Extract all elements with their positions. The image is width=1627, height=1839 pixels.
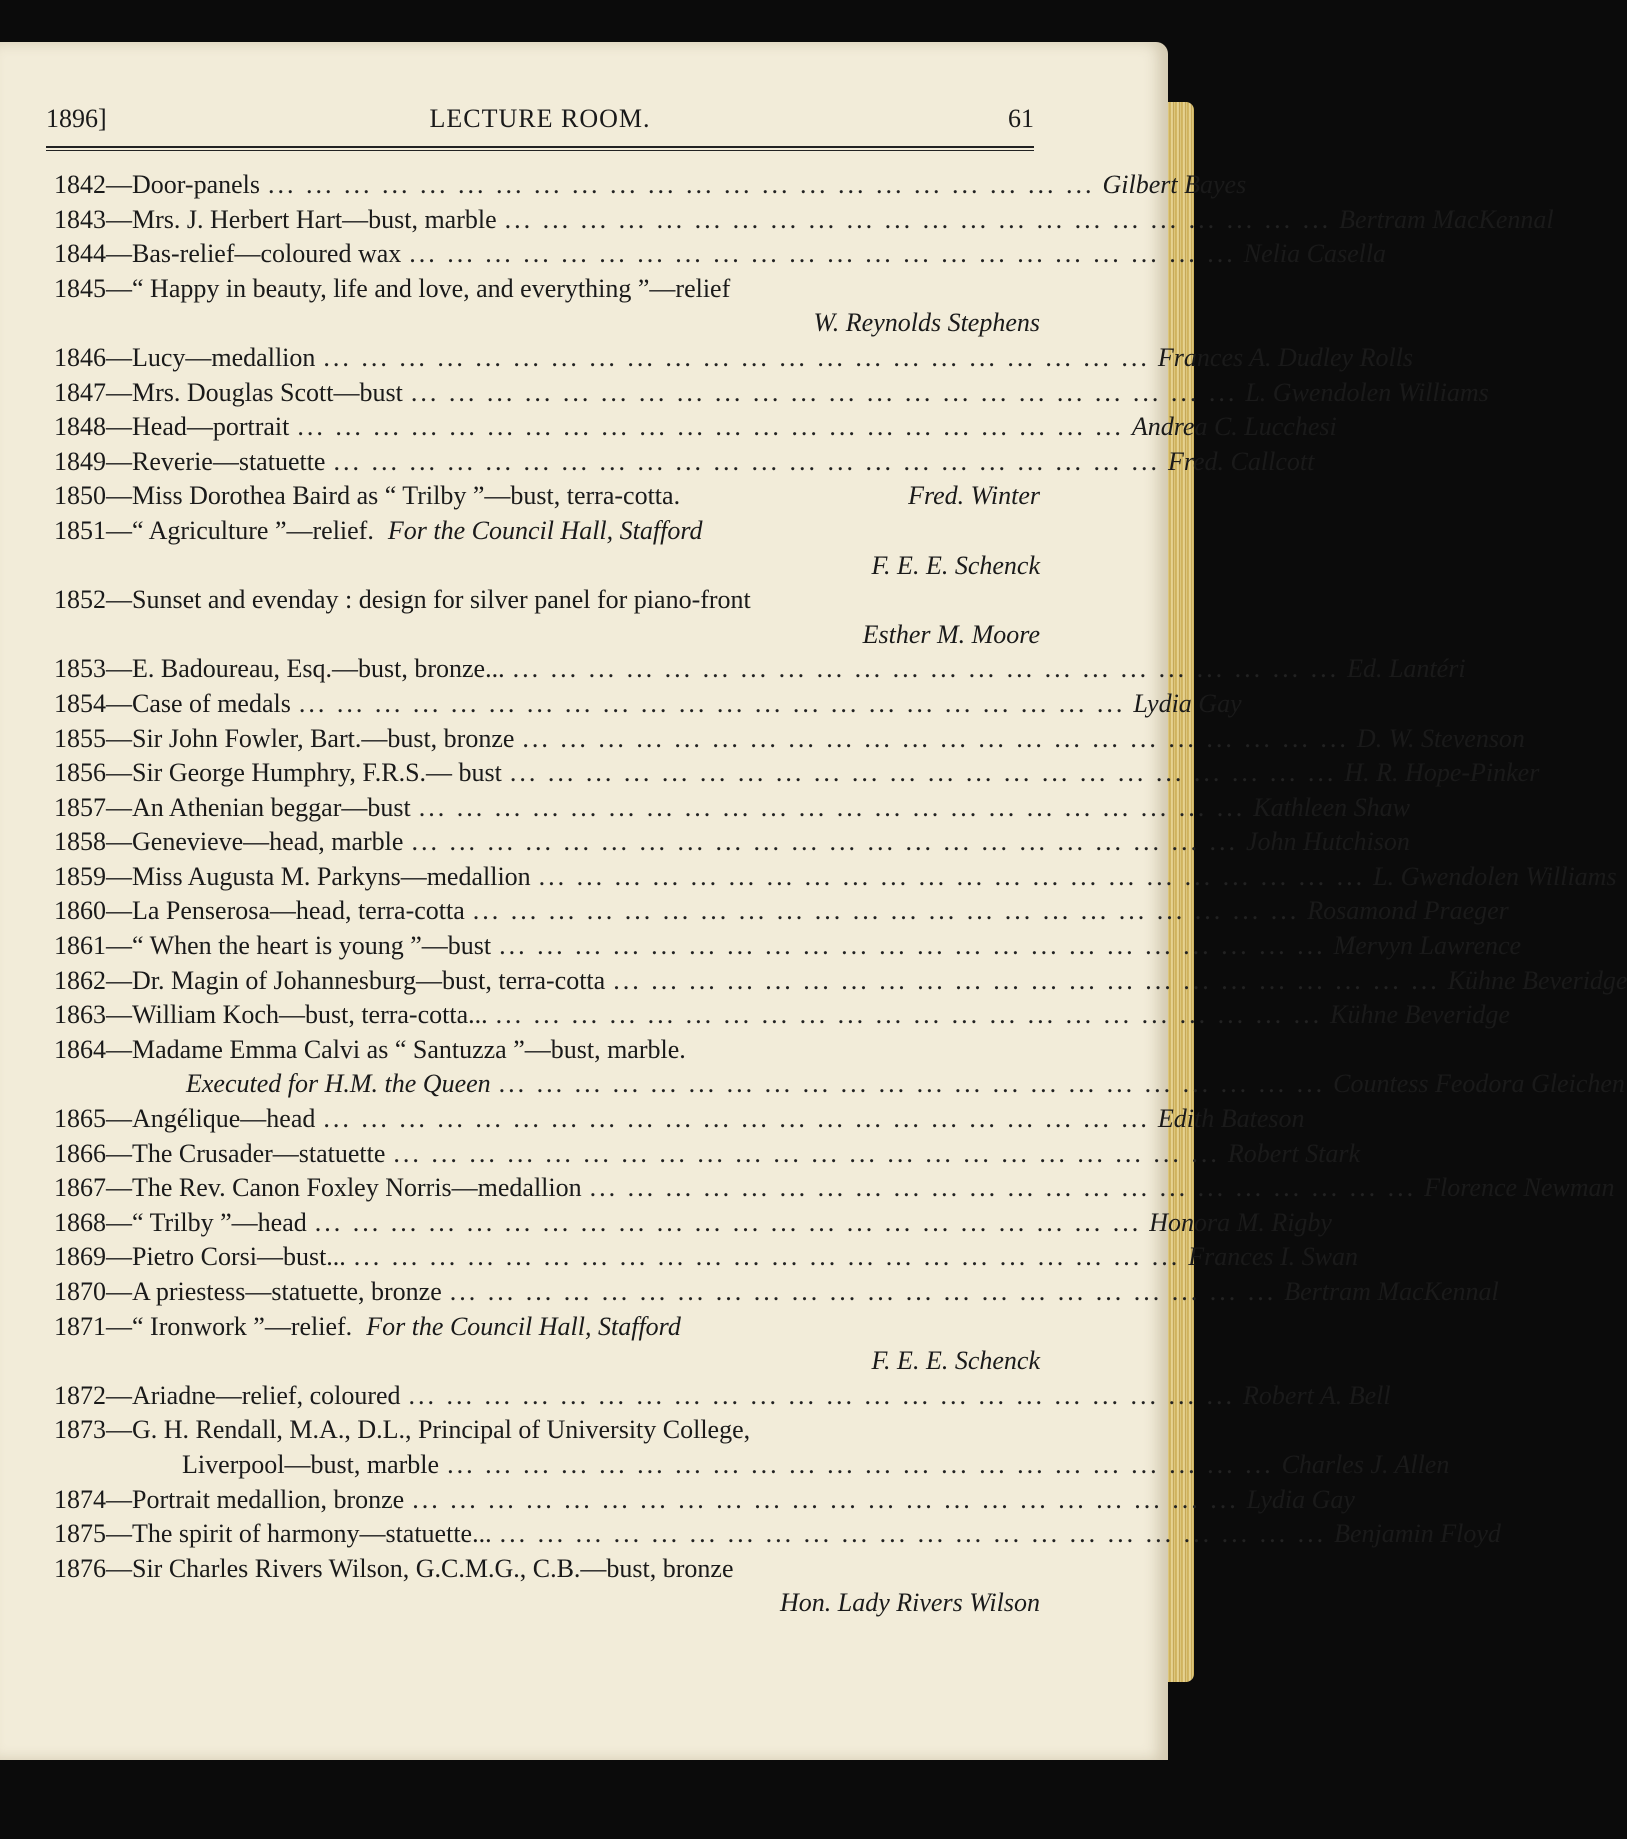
entry-number: 1849 (54, 446, 106, 476)
entry-1862 (54, 964, 1627, 999)
leader-dots: ... ... ... ... ... ... ... ... ... ... ... ... ... ... ... ... ... ... ... ... ... ... (447, 1449, 1274, 1479)
entry-1871 (54, 1310, 1040, 1345)
entry-number: 1866 (54, 1138, 106, 1168)
entry-title: —Sir George Humphry, F.R.S.— bust (106, 758, 502, 788)
entry-title: —Dr. Magin of Johannesburg—bust, terra-cotta (106, 965, 606, 995)
entry-title: —E. Badoureau, Esq.—bust, bronze... (106, 654, 505, 684)
entry-title: —G. H. Rendall, M.A., D.L., Principal of University College, (106, 1415, 751, 1445)
entry-artist: Lydia Gay (1133, 688, 1242, 718)
leader-dots: ... ... ... ... ... ... ... ... ... ... ... ... ... ... ... ... ... ... ... ... ... ... (472, 896, 1300, 926)
leader-dots: ... ... ... ... ... ... ... ... ... ... ... ... ... ... ... ... ... ... ... ... ... ... (411, 827, 1238, 857)
entry-title: —Ariadne—relief, coloured (106, 1380, 401, 1410)
entry-artist: John Hutchison (1245, 827, 1410, 857)
entry-title: —Mrs. J. Herbert Hart—bust, marble (106, 204, 497, 234)
entry-artist: Nelia Casella (1243, 239, 1387, 269)
entry-1855 (54, 722, 1525, 757)
entry-1860 (54, 894, 1509, 929)
leader-dots: ... ... ... ... ... ... ... ... ... ... ... ... ... ... ... ... ... ... ... ... ... ... (495, 1000, 1323, 1030)
entry-title: —“ Agriculture ”—relief. (106, 515, 374, 545)
entry-artist: Bertram MacKennal (1339, 204, 1554, 234)
entry-1849 (54, 445, 1315, 480)
running-header (46, 104, 1034, 144)
entry-title: —Portrait medallion, bronze (106, 1484, 405, 1514)
entry-artist: D. W. Stevenson (1356, 723, 1525, 753)
entry-1845-artist-line (54, 306, 1040, 341)
entry-number: 1864 (54, 1034, 106, 1064)
entry-number: 1846 (54, 342, 106, 372)
entry-1867 (54, 1171, 1615, 1206)
leader-dots: ... ... ... ... ... ... ... ... ... ... ... ... ... ... ... ... ... ... ... ... ... ... (408, 1380, 1236, 1410)
entry-1847 (54, 376, 1489, 411)
entry-1852 (54, 583, 1040, 618)
entry-title: —Miss Dorothea Baird as “ Trilby ”—bust, terra-cotta. (106, 481, 681, 511)
entry-1842 (54, 168, 1247, 203)
entry-title: —Pietro Corsi—bust... (106, 1242, 346, 1272)
entry-title: —Sir Charles Rivers Wilson, G.C.M.G., C.B.—bust, bronze (106, 1553, 734, 1583)
entry-number: 1848 (54, 412, 106, 442)
leader-dots: ... ... ... ... ... ... ... ... ... ... ... ... ... ... ... ... ... ... ... ... ... ... (393, 1138, 1220, 1168)
leader-dots: ... ... ... ... ... ... ... ... ... ... ... ... ... ... ... ... ... ... ... ... ... ... (297, 412, 1124, 442)
entry-note: For the Council Hall, Stafford (366, 1311, 681, 1341)
page-number: 61 (1008, 104, 1034, 133)
entry-artist: Hon. Lady Rivers Wilson (780, 1588, 1040, 1618)
leader-dots: ... ... ... ... ... ... ... ... ... ... ... ... ... ... ... ... ... ... ... ... ... ... (298, 688, 1126, 718)
entry-title: —Bas-relief—coloured wax (106, 239, 402, 269)
entry-title: —Mrs. Douglas Scott—bust (106, 377, 403, 407)
entry-number: 1867 (54, 1173, 106, 1203)
leader-dots: ... ... ... ... ... ... ... ... ... ... ... ... ... ... ... ... ... ... ... ... ... ... (499, 931, 1326, 961)
leader-dots: ... ... ... ... ... ... ... ... ... ... ... ... ... ... ... ... ... ... ... ... ... ... (522, 723, 1349, 753)
entry-number: 1842 (54, 170, 106, 199)
entry-artist: W. Reynolds Stephens (813, 308, 1040, 338)
entry-1850 (54, 479, 1040, 514)
entry-1853 (54, 652, 1466, 687)
leader-dots: ... ... ... ... ... ... ... ... ... ... ... ... ... ... ... ... ... ... ... ... ... ... (589, 1173, 1417, 1203)
entry-number: 1865 (54, 1104, 106, 1134)
entry-number: 1871 (54, 1311, 106, 1341)
entry-1876 (54, 1552, 1040, 1587)
entry-title: —Genevieve—head, marble (106, 827, 404, 857)
entry-artist: Rosamond Praeger (1307, 896, 1509, 926)
entry-number: 1845 (54, 273, 106, 303)
entry-1873 (54, 1413, 1040, 1448)
leader-dots: ... ... ... ... ... ... ... ... ... ... ... ... ... ... ... ... ... ... ... ... ... ... (353, 1242, 1181, 1272)
entry-artist: Robert Stark (1227, 1138, 1361, 1168)
entry-number: 1860 (54, 896, 106, 926)
entry-artist: Edith Bateson (1157, 1104, 1305, 1134)
entry-number: 1872 (54, 1380, 106, 1410)
entry-title: —Head—portrait (106, 412, 290, 442)
entry-artist: Lydia Gay (1246, 1484, 1355, 1514)
entry-number: 1858 (54, 827, 106, 857)
entry-title: —Door-panels (106, 170, 260, 199)
entry-number: 1855 (54, 723, 106, 753)
entry-title: —Angélique—head (106, 1104, 316, 1134)
entry-1869 (54, 1240, 1358, 1275)
entry-title: —Case of medals (106, 688, 291, 718)
leader-dots: ... ... ... ... ... ... ... ... ... ... ... ... ... ... ... ... ... ... ... ... ... ... (412, 1484, 1239, 1514)
leader-dots: ... ... ... ... ... ... ... ... ... ... ... ... ... ... ... ... ... ... ... ... ... ... (323, 1104, 1150, 1134)
entry-note: For the Council Hall, Stafford (387, 515, 703, 545)
entry-artist: H. R. Hope-Pinker (1344, 758, 1540, 788)
entry-1846 (54, 341, 1414, 376)
leader-dots: ... ... ... ... ... ... ... ... ... ... ... ... ... ... ... ... ... ... ... ... ... ... (512, 654, 1340, 684)
entry-1845 (54, 272, 1040, 307)
entry-title: —Sir John Fowler, Bart.—bust, bronze (106, 723, 515, 753)
entry-artist: L. Gwendolen Williams (1373, 861, 1617, 891)
entry-1854 (54, 687, 1242, 722)
entry-artist: Fred. Winter (908, 481, 1040, 511)
entry-artist: Bertram MacKennal (1284, 1277, 1499, 1306)
entry-artist: Charles J. Allen (1281, 1449, 1450, 1479)
entry-number: 1847 (54, 377, 106, 407)
entry-title: —The Crusader—statuette (106, 1138, 386, 1168)
leader-dots: ... ... ... ... ... ... ... ... ... ... ... ... ... ... ... ... ... ... ... ... ... ... (449, 1277, 1277, 1306)
entry-1856 (54, 756, 1540, 791)
entry-title: —Sunset and evenday : design for silver panel for piano-front (106, 585, 751, 615)
entry-1858 (54, 825, 1410, 860)
entry-artist: Mervyn Lawrence (1333, 931, 1522, 961)
entry-number: 1870 (54, 1277, 106, 1306)
leader-dots: ... ... ... ... ... ... ... ... ... ... ... ... ... ... ... ... ... ... ... ... ... ... (268, 170, 1095, 199)
entry-number: 1854 (54, 688, 106, 718)
entry-number: 1868 (54, 1207, 106, 1237)
entry-number: 1869 (54, 1242, 106, 1272)
entry-title: —“ Happy in beauty, life and love, and everything ”—relief (106, 273, 731, 303)
entry-number: 1861 (54, 931, 106, 961)
entry-1861 (54, 929, 1522, 964)
entry-number: 1874 (54, 1484, 106, 1514)
entry-1875 (54, 1517, 1501, 1552)
entry-artist: Kühne Beveridge (1447, 965, 1627, 995)
entry-1857 (54, 791, 1410, 826)
entry-title: —The spirit of harmony—statuette... (106, 1519, 492, 1549)
leader-dots: ... ... ... ... ... ... ... ... ... ... ... ... ... ... ... ... ... ... ... ... ... ... (509, 758, 1337, 788)
entry-title: —Madame Emma Calvi as “ Santuzza ”—bust, marble. (106, 1034, 686, 1064)
entry-number: 1844 (54, 239, 106, 269)
entry-number: 1856 (54, 758, 106, 788)
entry-title: —Miss Augusta M. Parkyns—medallion (106, 861, 531, 891)
entry-artist: Fred. Callcott (1167, 446, 1315, 476)
entry-1872 (54, 1379, 1391, 1414)
leader-dots: ... ... ... ... ... ... ... ... ... ... ... ... ... ... ... ... ... ... ... ... ... ... (333, 446, 1160, 476)
leader-dots: ... ... ... ... ... ... ... ... ... ... ... ... ... ... ... ... ... ... ... ... ... ... (538, 861, 1366, 891)
entry-number: 1843 (54, 204, 106, 234)
entry-1873-continuation (54, 1448, 1450, 1483)
entry-1864 (54, 1033, 1040, 1068)
entry-1851-artist-line (54, 549, 1040, 584)
leader-dots: ... ... ... ... ... ... ... ... ... ... ... ... ... ... ... ... ... ... ... ... ... ... (409, 239, 1236, 269)
leader-dots: ... ... ... ... ... ... ... ... ... ... ... ... ... ... ... ... ... ... ... ... ... ... (418, 792, 1246, 822)
entry-artist: Ed. Lantéri (1347, 654, 1466, 684)
entry-number: 1853 (54, 654, 106, 684)
entry-1870 (54, 1275, 1499, 1310)
entry-artist: Kühne Beveridge (1330, 1000, 1510, 1030)
entry-1843 (54, 203, 1554, 238)
entry-number: 1850 (54, 481, 106, 511)
leader-dots: ... ... ... ... ... ... ... ... ... ... ... ... ... ... ... ... ... ... ... ... ... ... (613, 965, 1440, 995)
entry-artist: Esther M. Moore (862, 619, 1040, 649)
entry-title: —“ Ironwork ”—relief. (106, 1311, 353, 1341)
entry-number: 1857 (54, 792, 106, 822)
leader-dots: ... ... ... ... ... ... ... ... ... ... ... ... ... ... ... ... ... ... ... ... ... ... (504, 204, 1332, 234)
entry-1859 (54, 860, 1617, 895)
entry-number: 1875 (54, 1519, 106, 1549)
leader-dots: ... ... ... ... ... ... ... ... ... ... ... ... ... ... ... ... ... ... ... ... ... ... (314, 1207, 1142, 1237)
header-rule (46, 146, 1034, 151)
header-title: LECTURE ROOM. (429, 104, 651, 133)
entry-title: —Lucy—medallion (106, 342, 316, 372)
entry-1868 (54, 1206, 1332, 1241)
entry-artist: Gilbert Bayes (1102, 170, 1247, 199)
entry-title-continued: Liverpool—bust, marble (182, 1449, 440, 1479)
entry-artist: Honora M. Rigby (1149, 1207, 1332, 1237)
entry-1874 (54, 1483, 1355, 1518)
entry-1863 (54, 998, 1510, 1033)
entry-artist: F. E. E. Schenck (871, 550, 1040, 580)
entry-1866 (54, 1137, 1361, 1172)
leader-dots: ... ... ... ... ... ... ... ... ... ... ... ... ... ... ... ... ... ... ... ... ... ... (498, 1069, 1326, 1099)
entry-artist: Frances A. Dudley Rolls (1157, 342, 1414, 372)
entry-number: 1876 (54, 1553, 106, 1583)
header-year: 1896] (46, 104, 107, 133)
leader-dots: ... ... ... ... ... ... ... ... ... ... ... ... ... ... ... ... ... ... ... ... ... ... (323, 342, 1150, 372)
entry-1865 (54, 1102, 1305, 1137)
entry-title: —“ Trilby ”—head (106, 1207, 307, 1237)
entry-title: —La Penserosa—head, terra-cotta (106, 896, 465, 926)
entry-artist: Robert A. Bell (1243, 1380, 1391, 1410)
entry-1848 (54, 410, 1337, 445)
entry-note: Executed for H.M. the Queen (186, 1069, 491, 1099)
entry-title: —Reverie—statuette (106, 446, 326, 476)
entry-number: 1859 (54, 861, 106, 891)
entry-artist: Andrea C. Lucchesi (1131, 412, 1337, 442)
entry-number: 1863 (54, 1000, 106, 1030)
entry-title: —An Athenian beggar—bust (106, 792, 411, 822)
entry-number: 1862 (54, 965, 106, 995)
entry-title: —The Rev. Canon Foxley Norris—medallion (106, 1173, 582, 1203)
entry-artist: L. Gwendolen Williams (1245, 377, 1489, 407)
entry-1844 (54, 237, 1387, 272)
entry-1864-note-line (54, 1067, 1625, 1102)
entry-artist: Benjamin Floyd (1334, 1519, 1501, 1549)
entry-title: —“ When the heart is young ”—bust (106, 931, 492, 961)
entry-1852-artist-line (54, 618, 1040, 653)
leader-dots: ... ... ... ... ... ... ... ... ... ... ... ... ... ... ... ... ... ... ... ... ... ... (499, 1519, 1327, 1549)
entry-artist: F. E. E. Schenck (871, 1346, 1040, 1376)
entry-title: —A priestess—statuette, bronze (106, 1277, 442, 1306)
entry-artist: Kathleen Shaw (1253, 792, 1410, 822)
entry-1851 (54, 514, 1040, 549)
leader-dots: ... ... ... ... ... ... ... ... ... ... ... ... ... ... ... ... ... ... ... ... ... ... (410, 377, 1238, 407)
entry-number: 1851 (54, 515, 106, 545)
entry-1871-artist-line (54, 1344, 1040, 1379)
entry-1876-artist-line (54, 1586, 1040, 1621)
entry-number: 1873 (54, 1415, 106, 1445)
entry-artist: Frances I. Swan (1188, 1242, 1358, 1272)
catalogue-entries (54, 168, 1627, 1621)
entry-number: 1852 (54, 585, 106, 615)
entry-title: —William Koch—bust, terra-cotta... (106, 1000, 488, 1030)
entry-artist: Florence Newman (1424, 1173, 1615, 1203)
entry-artist: Countess Feodora Gleichen (1333, 1069, 1625, 1099)
